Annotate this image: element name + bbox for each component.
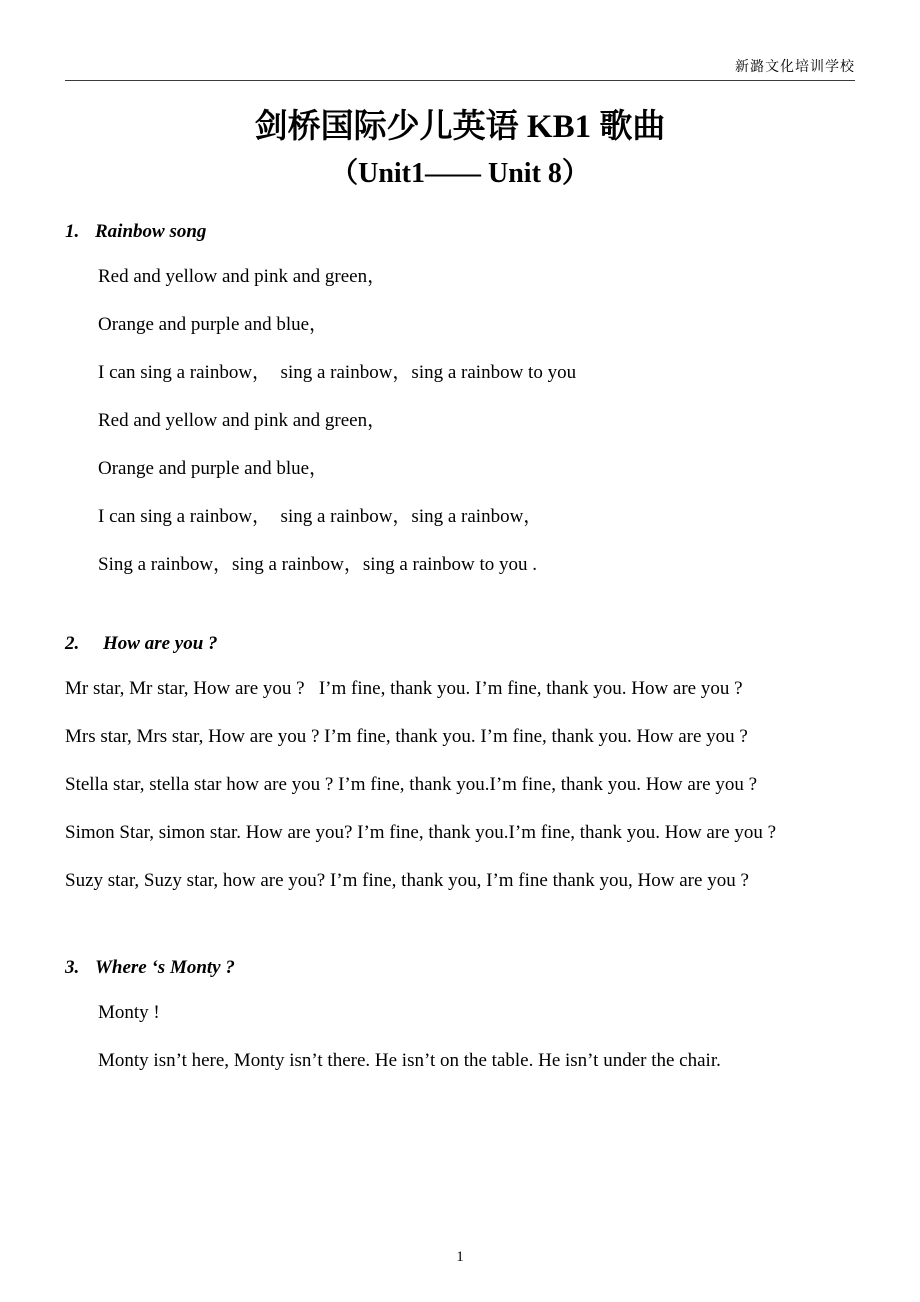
lyric-line: Red and yellow and pink and green， (98, 410, 387, 432)
lyric-line: I can sing a rainbow， sing a rainbow，sing a rainbow to you (98, 362, 577, 384)
section-heading (65, 957, 855, 979)
lyric-line: Mrs star, Mrs star, How are you ? I’m fine, thank you. I’m fine, thank you. How are you ? (65, 726, 748, 748)
section-number: 3. (65, 957, 80, 979)
section-number: 2. (65, 633, 80, 655)
section-title: Where ‘s Monty ? (95, 957, 235, 979)
lyric-line: I can sing a rainbow， sing a rainbow，sing a rainbow， (98, 506, 543, 528)
lyric-line: Suzy star, Suzy star, how are you? I’m fine, thank you, I’m fine thank you, How are you ? (65, 870, 749, 892)
document-header (65, 56, 855, 81)
section-number: 1. (65, 221, 80, 243)
lyric-line: Monty ! (98, 1002, 160, 1024)
lyric-line: Sing a rainbow，sing a rainbow，sing a rainbow to you . (98, 554, 538, 576)
lyric-line: Monty isn’t here, Monty isn’t there. He isn’t on the table. He isn’t under the chair. (98, 1050, 721, 1072)
section-heading (65, 221, 855, 243)
section-wheres-monty (65, 957, 855, 1085)
section-rainbow-song (65, 221, 855, 589)
section-how-are-you (65, 633, 855, 905)
lyric-line: Red and yellow and pink and green， (98, 266, 387, 288)
school-name: 新潞文化培训学校 (735, 60, 855, 75)
lyric-line: Stella star, stella star how are you ? I’m fine, thank you.I’m fine, thank you. How are you ? (65, 774, 758, 796)
section-title: Rainbow song (95, 221, 207, 243)
document-title: 剑桥国际少儿英语 KB1 歌曲 (254, 109, 666, 145)
page-footer (0, 1249, 920, 1266)
section-heading (65, 633, 855, 655)
lyric-line: Orange and purple and blue， (98, 314, 329, 336)
lyric-line: Orange and purple and blue， (98, 458, 329, 480)
lyric-line: Simon Star, simon star. How are you? I’m fine, thank you.I’m fine, thank you. How are you ? (65, 822, 777, 844)
section-title: How are you ? (103, 633, 218, 655)
document-subtitle: （Unit1—— Unit 8） (330, 158, 590, 190)
lyric-line: Mr star, Mr star, How are you ? I’m fine, thank you. I’m fine, thank you. How are you ? (65, 678, 743, 700)
page-number: 1 (456, 1249, 464, 1265)
